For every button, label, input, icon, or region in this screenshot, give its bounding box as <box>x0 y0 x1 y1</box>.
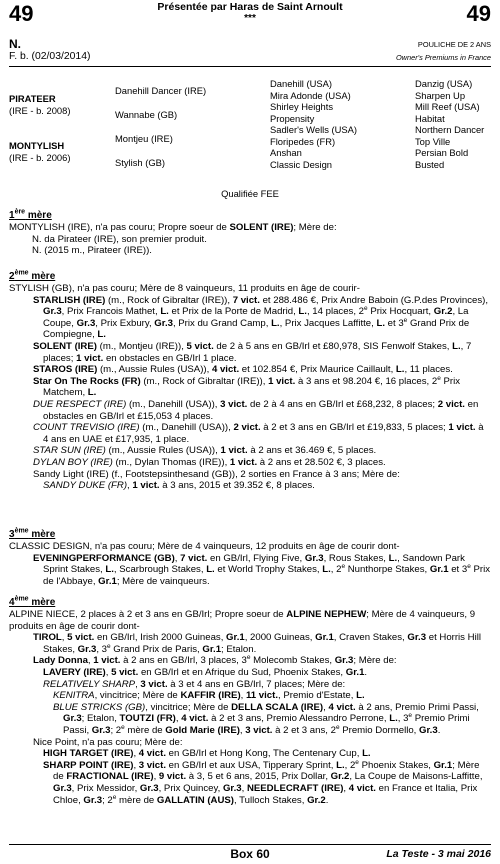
pedigree-gen2-3: Stylish (GB) <box>115 157 166 168</box>
header-rule <box>9 66 491 67</box>
first-dam-heading-num: 1 <box>9 210 15 221</box>
pedigree-gen4-1: Sharpen Up <box>415 89 466 101</box>
produce-sharp-point: SHARP POINT (IRE), 3 vict. en GB/Irl et aux USA, Tipperary Sprint, L., 2e Phoenix Stakes, Gr.1; Mère de FRACTIONAL (IRE), 9 vict. à 3, 5 et 6 ans, 2015, Prix Dollar, Gr.2, La Coupe de Maisons-Laffitte, Gr.3, Prix Messidor, Gr.3, Prix Quincey, Gr.3, NEEDLECRAFT (IRE), 4 vict. en France et Italia, Prix Chloe, Gr.3; 2e mère de GALLATIN (AUS), Tulloch Stakes, Gr.2. <box>43 758 483 806</box>
pedigree-gen4 <box>415 78 484 170</box>
produce-staros: STAROS (IRE) (m., Aussie Rules (USA)), 4 vict. et 102.854 €, Prix Maurice Caillault, L., 11 places. <box>33 364 453 376</box>
horse-description: F. b. (02/03/2014) <box>9 51 91 62</box>
produce-relatively-sharp: RELATIVELY SHARP, 3 vict. à 3 et 4 ans en GB/Irl, 7 places; Mère de: <box>43 678 346 690</box>
produce-lady-donna: Lady Donna, 1 vict. à 2 ans en GB/Irl, 3 places, 3e Molecomb Stakes, Gr.3; Mère de: <box>33 654 397 667</box>
first-dam-produce-2: N. (2015 m., Pirateer (IRE)). <box>32 245 152 257</box>
pedigree-gen3-7: Classic Design <box>270 158 332 170</box>
sire-name: PIRATEER <box>9 93 56 104</box>
pedigree-gen4-6: Persian Bold <box>415 147 469 158</box>
pedigree-gen2-0: Danehill Dancer (IRE) <box>115 85 207 96</box>
footer-rule <box>9 844 491 845</box>
pedigree-gen2-2: Montjeu (IRE) <box>115 133 173 144</box>
third-dam-heading-word: mère <box>28 529 56 540</box>
produce-star-on-the-rocks: Star On The Rocks (FR) (m., Rock of Gibraltar (IRE)), 1 vict. à 3 ans et 98.204 €, 16 places, 2e Prix Matchem, L. <box>33 374 460 399</box>
stars-rating: *** <box>244 13 256 24</box>
pedigree-gen4-0: Danzig (USA) <box>415 78 473 89</box>
fourth-dam-heading-sup: ème <box>14 595 29 603</box>
produce-dylan-boy: DYLAN BOY (IRE) (m., Dylan Thomas (IRE)), 1 vict. à 2 ans et 28.502 €, 3 places. <box>33 456 386 468</box>
produce-solent: SOLENT (IRE) (m., Montjeu (IRE)), 5 vict. de 2 à 5 ans en GB/Irl et £80,978, SIS Fenwolf Stakes, L., 7 places; 1 vict. en obstacles en GB/Irl 1 place. <box>33 340 472 364</box>
sex-age-label: POULICHE DE 2 ANS <box>417 40 491 49</box>
pedigree-gen3 <box>270 78 357 170</box>
lot-number-left: 49 <box>9 1 34 26</box>
pedigree-gen3-6: Anshan <box>270 147 302 158</box>
dam-name: MONTYLISH <box>9 140 65 151</box>
dam-info: (IRE - b. 2006) <box>9 151 71 163</box>
lot-number-right: 49 <box>466 1 491 26</box>
horse-name: N. <box>9 37 21 51</box>
third-dam-para: CLASSIC DESIGN, n'a pas couru; Mère de 4 vainqueurs, 12 produits en âge de courir dont- <box>9 541 400 552</box>
first-dam-heading-sup: ère <box>14 208 26 216</box>
fourth-dam-para: ALPINE NIECE, 2 places à 2 et 3 ans en GB/Irl; Propre soeur de ALPINE NEPHEW; Mère de 4 vainqueurs, 9 produits en âge de courir dont- <box>9 609 476 632</box>
consignor-title: Présentée par Haras de Saint Arnoult <box>157 1 343 13</box>
first-dam-text <box>9 222 491 257</box>
first-dam-heading <box>9 210 52 222</box>
pedigree-gen3-3: Propensity <box>270 112 315 124</box>
owner-premiums-note: Owner's Premiums in France <box>395 53 491 62</box>
first-dam-heading-word: mère <box>25 210 52 221</box>
produce-eveningperformance: EVENINGPERFORMANCE (GB), 7 vict. en GB/Irl, Flying Five, Gr.3, Rous Stakes, L., Sandown Park Sprint Stakes, L., Scarbrough Stakes, L. et World Trophy Stakes, L., 2e Nunthorpe Stakes, Gr.1 et 3e Prix de l'Abbaye, Gr.1; Mère de vainqueurs. <box>33 552 491 587</box>
pedigree-gen4-7: Busted <box>415 158 445 170</box>
third-dam-heading <box>9 529 55 541</box>
first-dam-para: MONTYLISH (IRE), n'a pas couru; Propre soeur de SOLENT (IRE); Mère de: <box>9 222 337 233</box>
pedigree-gen4-4: Northern Dancer <box>415 124 485 135</box>
fourth-dam-text <box>9 609 491 806</box>
second-dam-heading <box>9 271 55 283</box>
produce-sandy-light: Sandy Light (IRE) (f., Footstepsinthesand (GB)), 2 sorties en France à 3 ans; Mère de: <box>33 468 400 480</box>
fourth-dam-heading-word: mère <box>28 597 56 608</box>
qualification-label: Qualifiée FEE <box>221 188 279 199</box>
box-number: Box 60 <box>230 847 270 861</box>
produce-nice-point: Nice Point, n'a pas couru; Mère de: <box>33 736 183 748</box>
pedigree-gen3-5: Floripedes (FR) <box>270 135 336 147</box>
produce-blue-stricks: BLUE STRICKS (GB), vincitrice; Mère de DELLA SCALA (IRE), 4 vict. à 2 ans, Premio Primi Passi, Gr.3; Etalon, TOUTZI (FR), 4 vict. à 2 et 3 ans, Premio Alessandro Perrone, L., 3e Premio Primi Passi, Gr.3; 2e mère de Gold Marie (IRE), 3 vict. à 2 et 3 ans, 2e Premio Dormello, Gr.3. <box>53 701 479 736</box>
pedigree-gen3-0: Danehill (USA) <box>270 78 332 89</box>
pedigree-gen2-1: Wannabe (GB) <box>115 109 178 120</box>
produce-count-trevisio: COUNT TREVISIO (IRE) (m., Danehill (USA)), 2 vict. à 2 et 3 ans en GB/Irl et £19,833, 5 places; 1 vict. à 4 ans en UAE et £17,935, 1 place. <box>33 422 484 445</box>
fourth-dam-heading-num: 4 <box>9 597 15 608</box>
third-dam-heading-sup: ème <box>14 527 29 535</box>
pedigree-gen4-5: Top Ville <box>415 135 451 147</box>
pedigree-gen3-1: Mira Adonde (USA) <box>270 89 351 101</box>
pedigree-gen4-2: Mill Reef (USA) <box>415 101 480 112</box>
produce-lavery: LAVERY (IRE), 5 vict. en GB/Irl et en Afrique du Sud, Phoenix Stakes, Gr.1. <box>43 666 368 678</box>
pedigree-dam <box>9 140 70 163</box>
produce-kenitra: KENITRA, vincitrice; Mère de KAFFIR (IRE), 11 vict., Premio d'Estate, L. <box>53 690 365 702</box>
fourth-dam-heading <box>9 597 55 609</box>
pedigree-gen3-4: Sadler's Wells (USA) <box>270 124 358 135</box>
third-dam-text <box>9 541 491 587</box>
produce-due-respect: DUE RESPECT (IRE) (m., Danehill (USA)), 3 vict. de 2 à 4 ans en GB/Irl et £68,232, 8 places; 2 vict. en obstacles en GB/Irl et £15,053 4 places. <box>33 398 479 422</box>
produce-sandy-duke: SANDY DUKE (FR), 1 vict. à 3 ans, 2015 et 39.352 €, 8 places. <box>43 480 315 492</box>
first-dam-produce-1: N. da Pirateer (IRE), son premier produit. <box>32 233 207 245</box>
second-dam-heading-word: mère <box>28 271 56 282</box>
produce-starlish: STARLISH (IRE) (m., Rock of Gibraltar (IRE)), 7 vict. et 288.486 €, Prix Andre Baboin (G.P.des Provinces), Gr.3, Prix Francois Mathet, L. et Prix de la Porte de Madrid, L., 14 places, 2e Prix Hocquart, Gr.2, La Coupe, Gr.3, Prix Exbury, Gr.3, Prix du Grand Camp, L., Prix Jacques Laffitte, L. et 3e Grand Prix de Compiegne, L. <box>33 294 488 341</box>
sire-info: (IRE - b. 2008) <box>9 104 71 116</box>
pedigree-gen3-2: Shirley Heights <box>270 101 334 112</box>
pedigree-sire <box>9 93 70 116</box>
second-dam-heading-num: 2 <box>9 271 15 282</box>
third-dam-heading-num: 3 <box>9 529 15 540</box>
pedigree-gen4-3: Habitat <box>415 112 445 124</box>
sale-date: La Teste - 3 mai 2016 <box>386 848 491 860</box>
produce-high-target: HIGH TARGET (IRE), 4 vict. en GB/Irl et Hong Kong, The Centenary Cup, L. <box>43 748 371 760</box>
second-dam-para: STYLISH (GB), n'a pas couru; Mère de 8 vainqueurs, 11 produits en âge de courir- <box>9 283 360 294</box>
second-dam-heading-sup: ème <box>14 269 29 277</box>
produce-star-sun: STAR SUN (IRE) (m., Aussie Rules (USA)), 1 vict. à 2 ans et 36.469 €, 5 places. <box>33 445 377 457</box>
produce-tirol: TIROL, 5 vict. en GB/Irl, Irish 2000 Guineas, Gr.1, 2000 Guineas, Gr.1, Craven Stakes, Gr.3 et Horris Hill Stakes, Gr.3, 3e Grand Prix de Paris, Gr.1; Etalon. <box>33 632 481 655</box>
second-dam-text <box>9 283 491 492</box>
